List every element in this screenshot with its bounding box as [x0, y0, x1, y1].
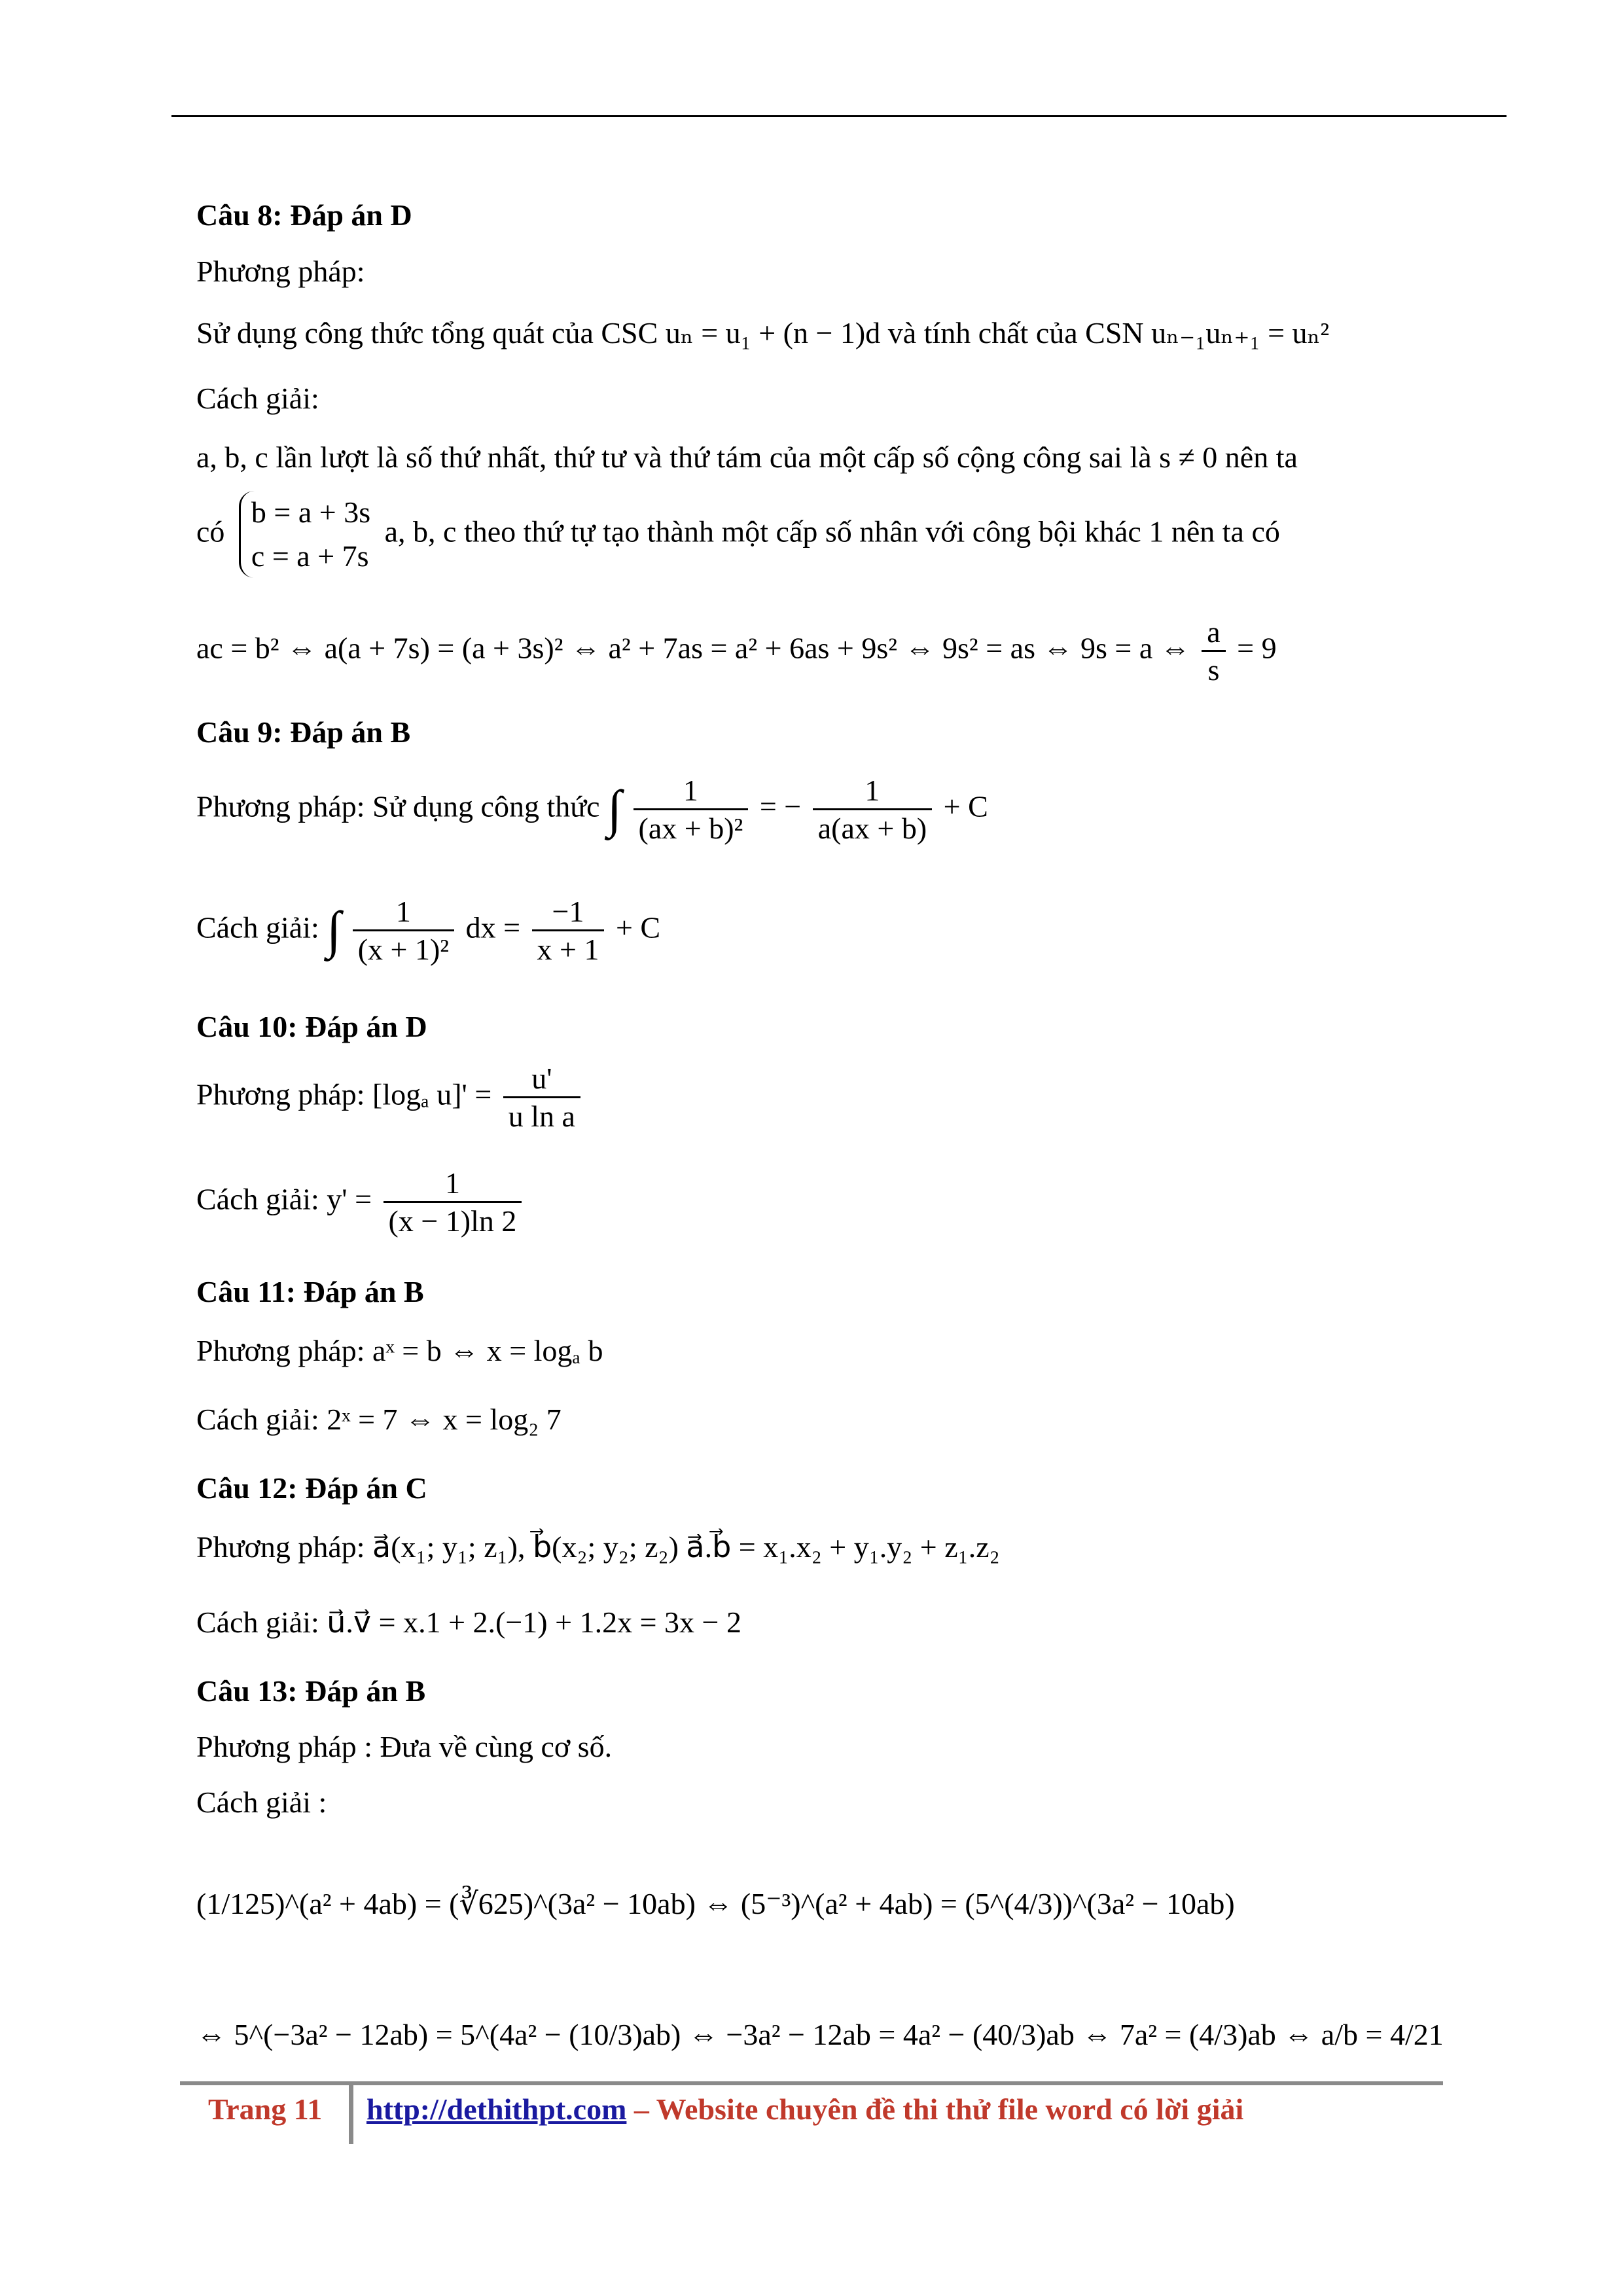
q10-method-frac: [503, 1060, 580, 1134]
q13-line2: ⇔ 5^(−3a² − 12ab) = 5^(4a² − (10/3)ab) ⇔ −3a² − 12ab = 4a² − (40/3)ab ⇔ 7a² = (4/3)ab ⇔ a/b = 4/21: [196, 2018, 1444, 2051]
q11-method-line: [196, 1332, 603, 1370]
q10-title: Câu 10: Đáp án D: [196, 1010, 427, 1043]
q12-solution-line: [196, 1604, 741, 1641]
footer-page-number: Trang 11: [208, 2092, 323, 2126]
q8-method-text2: và tính chất của CSN: [887, 316, 1144, 350]
q12-method-label: Phương pháp:: [196, 1530, 365, 1564]
q8-ratio-den: s: [1207, 653, 1220, 687]
q8-system-eq1: b = a + 3s: [251, 495, 371, 529]
q9-s-mid: dx =: [465, 910, 521, 944]
q9-s-num2: −1: [532, 893, 605, 931]
q8-method-line: [196, 314, 1329, 352]
integral-sign-icon: ∫: [607, 780, 622, 838]
q8-method-text: Sử dụng công thức tổng quát của CSC: [196, 316, 658, 350]
q8-ratio-num: a: [1202, 614, 1225, 652]
q12-solution-label: Cách giải:: [196, 1605, 319, 1639]
q8-ratio: [1202, 614, 1225, 688]
footer-tagline: – Website chuyên đề thi thử file word có lời giải: [633, 2092, 1244, 2126]
q9-s-den1: (x + 1)²: [357, 933, 450, 967]
q9-solution-line: [196, 893, 660, 967]
q13-solution-label: Cách giải :: [196, 1785, 327, 1819]
q9-solution-label: Cách giải:: [196, 910, 319, 944]
q10-method-den: u ln a: [508, 1100, 575, 1134]
q12-solution-formula: u⃗.v⃗ = x.1 + 2.(−1) + 1.2x = 3x − 2: [327, 1605, 741, 1639]
q8-text1: a, b, c lần lượt là số thứ nhất, thứ tư và thứ tám của một cấp số cộng công sai là s ≠ 0 nên ta: [196, 440, 1298, 474]
integral-sign-icon: ∫: [327, 901, 342, 960]
q9-method-line: [196, 772, 988, 846]
q9-method-frac2: [813, 772, 932, 846]
q11-method-formula: aˣ = b ⇔ x = logₐ b: [372, 1334, 603, 1367]
q12-title: Câu 12: Đáp án C: [196, 1471, 427, 1505]
q8-title: Câu 8: Đáp án D: [196, 198, 412, 232]
q8-derivation-line: [196, 614, 1277, 688]
q8-system-line: [196, 491, 1280, 578]
q8-ratio-result: = 9: [1237, 631, 1277, 665]
q11-solution-line: [196, 1401, 562, 1439]
q11-solution-formula: 2ˣ = 7 ⇔ x = log₂ 7: [327, 1403, 562, 1436]
q13-line1: (1/125)^(a² + 4ab) = (∛625)^(3a² − 10ab) ⇔ (5⁻³)^(a² + 4ab) = (5^(4/3))^(3a² − 10ab): [196, 1887, 1235, 1920]
q8-text2-pre: có: [196, 514, 225, 548]
q8-solution-label: Cách giải:: [196, 382, 319, 415]
q12-method-formula: a⃗(x₁; y₁; z₁), b⃗(x₂; y₂; z₂) a⃗.b⃗ = x₁.x₂ + y₁.y₂ + z₁.z₂: [372, 1530, 1000, 1564]
q11-title: Câu 11: Đáp án B: [196, 1275, 424, 1308]
q11-method-label: Phương pháp:: [196, 1334, 365, 1367]
q10-method-num: u': [503, 1060, 580, 1098]
footer-text: [366, 2092, 1243, 2126]
q13-method: Phương pháp : Đưa về cùng cơ số.: [196, 1730, 613, 1763]
q9-f-tail: + C: [943, 789, 988, 823]
q9-f-num1: 1: [633, 772, 749, 810]
q12-method-line: [196, 1528, 1000, 1566]
q8-method-label: Phương pháp:: [196, 255, 365, 288]
q10-method-label: Phương pháp:: [196, 1077, 365, 1111]
q10-sol-frac: [383, 1165, 522, 1239]
q10-method-lhs: [logₐ u]' =: [372, 1077, 492, 1111]
q9-solution-frac2: [532, 893, 605, 967]
q9-s-tail: + C: [615, 910, 661, 944]
q8-formula-csn: uₙ₋₁uₙ₊₁ = uₙ²: [1151, 316, 1330, 350]
q9-title: Câu 9: Đáp án B: [196, 715, 411, 749]
q10-sol-lhs: y' =: [327, 1182, 372, 1216]
q8-text2-post: a, b, c theo thứ tự tạo thành một cấp số nhân với công bội khác 1 nên ta có: [384, 514, 1280, 548]
q10-sol-num: 1: [383, 1165, 522, 1203]
q11-solution-label: Cách giải:: [196, 1403, 319, 1436]
q9-f-num2: 1: [813, 772, 932, 810]
q9-method-frac1: [633, 772, 749, 846]
q8-derivation: ac = b² ⇔ a(a + 7s) = (a + 3s)² ⇔ a² + 7as = a² + 6as + 9s² ⇔ 9s² = as ⇔ 9s = a ⇔: [196, 631, 1190, 665]
q9-f-eq: = −: [759, 789, 802, 823]
q9-f-den2: a(ax + b): [817, 812, 927, 846]
q10-solution-label: Cách giải:: [196, 1182, 319, 1216]
footer-separator: [349, 2085, 353, 2144]
q10-sol-den: (x − 1)ln 2: [388, 1204, 517, 1238]
q9-s-num1: 1: [353, 893, 454, 931]
q8-system: [239, 491, 370, 578]
q8-formula-csc: uₙ = u₁ + (n − 1)d: [665, 316, 881, 350]
q10-solution-line: [196, 1165, 526, 1239]
q9-solution-frac1: [353, 893, 454, 967]
q8-system-eq2: c = a + 7s: [251, 539, 369, 573]
q9-f-den1: (ax + b)²: [638, 812, 743, 846]
footer-link[interactable]: http://dethithpt.com: [366, 2092, 627, 2126]
q9-s-den2: x + 1: [537, 933, 599, 967]
q10-method-line: [196, 1060, 584, 1134]
header-rule: [171, 115, 1507, 117]
q9-method-text: Phương pháp: Sử dụng công thức: [196, 789, 600, 823]
q13-title: Câu 13: Đáp án B: [196, 1674, 426, 1708]
footer-rule: [180, 2081, 1443, 2085]
